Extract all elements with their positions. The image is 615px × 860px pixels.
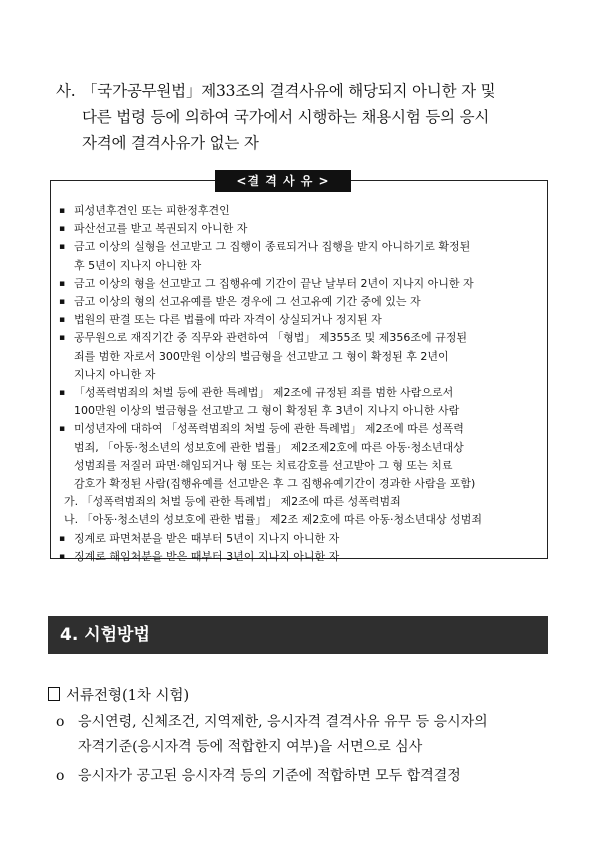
disqualification-item — [58, 238, 544, 274]
disqualification-list — [58, 202, 544, 566]
section-header: 4. 시험방법 — [48, 616, 548, 654]
disqualification-item — [58, 202, 544, 220]
disqualification-item — [58, 220, 544, 238]
item-text: 법원의 판결 또는 다른 법률에 따라 자격이 상실되거나 정지된 자 — [74, 313, 382, 327]
disqualification-item — [58, 275, 544, 293]
bullet-icon: ▪ — [59, 297, 66, 308]
bullet-line: 자격기준(응시자격 등에 적합한지 여부)을 서면으로 심사 — [78, 739, 423, 755]
item-text: 금고 이상의 실형을 선고받고 그 집행이 종료되거나 집행을 받지 아니하기로 확정된 — [74, 240, 471, 254]
sub-item: 가. 「성폭력범죄의 처벌 등에 관한 특례법」 제2조에 따른 성폭력범죄 — [64, 495, 401, 509]
eligibility-clause-sa — [56, 78, 556, 156]
disqualification-item — [58, 548, 544, 566]
disqualification-item — [58, 420, 544, 493]
circle-bullet-icon: o — [56, 768, 65, 784]
disqualification-box-title: <결 격 사 유 > — [215, 170, 351, 192]
item-text: 지나지 아니한 자 — [74, 367, 156, 381]
clause-line: 「국가공무원법」제33조의 결격사유에 해당되지 아니한 자 및 — [82, 82, 496, 100]
disqualification-item — [58, 384, 544, 420]
clause-line: 자격에 결격사유가 없는 자 — [82, 134, 259, 152]
disqualification-item — [58, 329, 544, 384]
item-text: 징계로 해임처분을 받은 때부터 3년이 지나지 아니한 자 — [74, 549, 340, 563]
clause-marker: 사. — [56, 82, 76, 100]
item-text: 징계로 파면처분을 받은 때부터 5년이 지나지 아니한 자 — [74, 531, 340, 545]
bullet-icon: ▪ — [59, 333, 66, 344]
item-text: 후 5년이 지나지 아니한 자 — [74, 258, 202, 272]
item-text: 공무원으로 재직기간 중 직무와 관련하여 「형법」 제355조 및 제356조에 규정된 — [74, 331, 467, 345]
bullet-icon: ▪ — [59, 424, 66, 435]
bullet-icon: ▪ — [59, 224, 66, 235]
bullet-icon: ▪ — [59, 533, 66, 544]
item-text: 100만원 이상의 벌금형을 선고받고 그 형이 확정된 후 3년이 지나지 아니한 사람 — [74, 404, 460, 418]
disqualification-item — [58, 311, 544, 329]
doc-review-bullet — [56, 710, 556, 760]
bullet-icon: ▪ — [59, 242, 66, 253]
circle-bullet-icon: o — [56, 714, 65, 730]
item-text: 죄를 범한 자로서 300만원 이상의 벌금형을 선고받고 그 형이 확정된 후 2년이 — [74, 349, 449, 363]
item-text: 파산선고를 받고 복권되지 아니한 자 — [74, 222, 248, 236]
disqualification-item — [58, 530, 544, 548]
bullet-icon: ▪ — [59, 388, 66, 399]
doc-review-title — [48, 684, 189, 705]
sub-item: 나. 「아동·청소년의 성보호에 관한 법률」 제2조 제2호에 따른 아동·청소년대상 성범죄 — [64, 513, 482, 527]
item-text: 범죄, 「아동·청소년의 성보호에 관한 법률」 제2조제2호에 따른 아동·청소년대상 — [74, 440, 464, 454]
bullet-icon: ▪ — [59, 278, 66, 289]
bullet-line: 응시연령, 신체조건, 지역제한, 응시자격 결격사유 유무 등 응시자의 — [78, 714, 488, 730]
item-text: 성범죄를 저질러 파면·해임되거나 형 또는 치료감호를 선고받아 그 형 또는 치료 — [74, 458, 453, 472]
item-text: 「성폭력범죄의 처벌 등에 관한 특례법」 제2조에 규정된 죄를 범한 사람으로서 — [74, 386, 454, 400]
bullet-icon: ▪ — [59, 206, 66, 216]
bullet-icon: ▪ — [59, 551, 66, 562]
item-text: 감호가 확정된 사람(집행유예를 선고받은 후 그 집행유예기간이 경과한 사람을 포함) — [74, 477, 476, 491]
disqualification-item — [58, 293, 544, 311]
item-text: 금고 이상의 형의 선고유예를 받은 경우에 그 선고유예 기간 중에 있는 자 — [74, 295, 421, 309]
bullet-line: 응시자가 공고된 응시자격 등의 기준에 적합하면 모두 합격결정 — [78, 768, 461, 784]
checkbox-square-icon — [48, 687, 60, 701]
bullet-icon: ▪ — [59, 315, 66, 326]
clause-line: 다른 법령 등에 의하여 국가에서 시행하는 채용시험 등의 응시 — [82, 108, 490, 126]
item-text: 피성년후견인 또는 피한정후견인 — [74, 204, 230, 217]
item-text: 미성년자에 대하여 「성폭력범죄의 처벌 등에 관한 특례법」 제2조에 따른 성폭력 — [74, 422, 464, 436]
doc-review-bullet — [56, 764, 556, 789]
doc-review-label: 서류전형(1차 시험) — [66, 688, 190, 704]
item-text: 금고 이상의 형을 선고받고 그 집행유예 기간이 끝난 날부터 2년이 지나지 아니한 자 — [74, 276, 474, 290]
